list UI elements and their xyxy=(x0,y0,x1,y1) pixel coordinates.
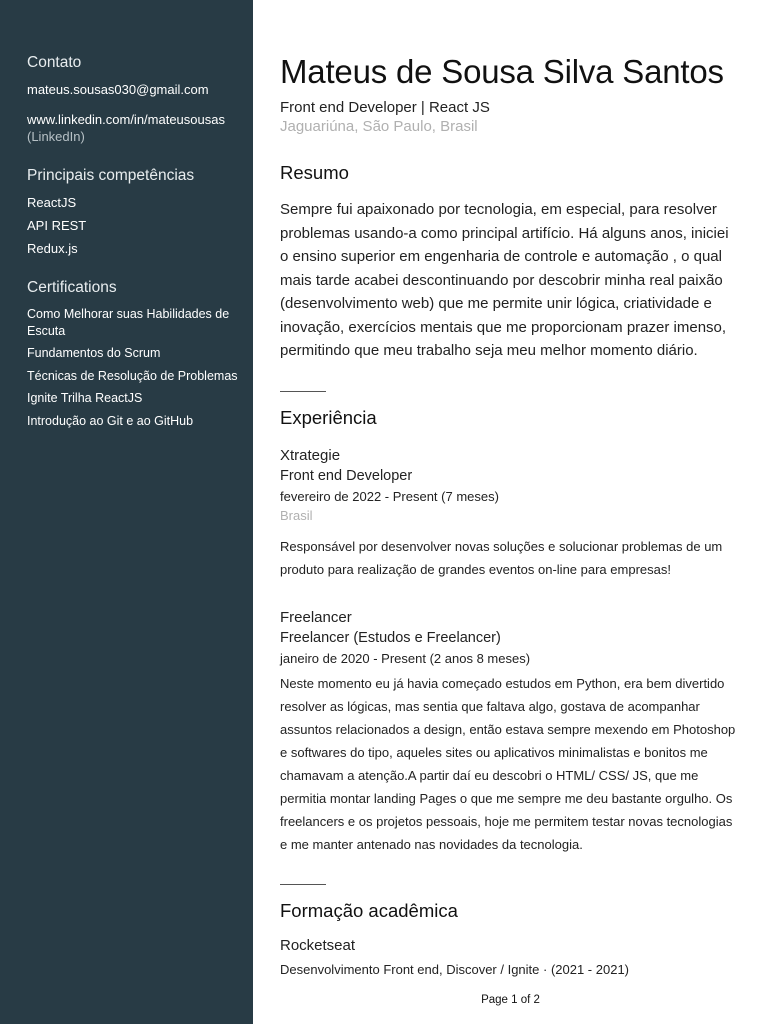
education-title: Formação acadêmica xyxy=(280,899,458,921)
degree-info: Desenvolvimento Front end, Discover / Ignite · (2021 - 2021) xyxy=(280,961,630,977)
certification-item: Ignite Trilha ReactJS xyxy=(27,391,143,405)
certifications-section xyxy=(27,279,241,429)
linkedin-url[interactable]: www.linkedin.com/in/mateusousas xyxy=(27,112,225,127)
school-name: Rocketseat xyxy=(280,936,356,954)
job-role: Freelancer (Estudos e Freelancer) xyxy=(280,629,501,646)
job-description: Neste momento eu já havia começado estudos em Python, era bem divertido resolver as lógicas, mas sentia que faltava algo, gostava de acompanhar assuntos relacionados a design, então estava sempre mexendo em Photoshop e softwares do tipo, aqueles sites ou aplicativos minimalistas e bonitos me chamavam a atenção.A partir daí eu descobri o HTML/ CSS/ JS, que me permitia montar landing Pages o que me sempre me deu bastante orgulho. Os freelancers e os projetos pessoais, hoje me permitem testar novas tecnologias e me manter antenado nas novidades da tecnologia. xyxy=(280,675,736,852)
main-content xyxy=(280,52,740,978)
section-divider xyxy=(280,884,326,885)
job-entry xyxy=(280,446,740,581)
summary-text: Sempre fui apaixonado por tecnologia, em especial, para resolver problemas usando-a como principal artifício. Há alguns anos, iniciei o ensino superior em engenharia de controle e automação , o qual mais tarde acabei descontinuando por descobrir minha real paixão (desenvolvimento web) que me permite unir lógica, criatividade e inovação, exercícios mentais que me proporcionam prazer imenso, permitindo que meu trabalho seja meu melhor momento diário. xyxy=(280,201,729,359)
sidebar xyxy=(0,0,253,1024)
job-role: Front end Developer xyxy=(280,467,413,484)
job-location: Brasil xyxy=(280,507,313,523)
job-period: janeiro de 2020 - Present (2 anos 8 meses) xyxy=(280,650,531,666)
page-number: Page 1 of 2 xyxy=(481,994,540,1006)
linkedin-link[interactable] xyxy=(27,111,241,145)
skill-item: ReactJS xyxy=(27,195,77,210)
contact-heading: Contato xyxy=(27,54,82,71)
company-name: Xtrategie xyxy=(280,446,341,464)
job-period: fevereiro de 2022 - Present (7 meses) xyxy=(280,488,499,504)
certification-item: Técnicas de Resolução de Problemas xyxy=(27,368,238,383)
skills-section xyxy=(27,167,241,257)
person-name: Mateus de Sousa Silva Santos xyxy=(280,53,724,90)
contact-section xyxy=(27,54,241,145)
certification-item: Fundamentos do Scrum xyxy=(27,346,161,360)
section-divider xyxy=(280,391,326,392)
certification-item: Como Melhorar suas Habilidades de Escuta xyxy=(27,307,230,338)
skills-heading: Principais competências xyxy=(27,167,195,184)
company-name: Freelancer xyxy=(280,608,352,626)
certifications-heading: Certifications xyxy=(27,279,117,296)
experience-title: Experiência xyxy=(280,406,377,428)
certification-item: Introdução ao Git e ao GitHub xyxy=(27,413,194,428)
summary-title: Resumo xyxy=(280,162,349,183)
headline: Front end Developer | React JS xyxy=(280,99,490,116)
linkedin-label: (LinkedIn) xyxy=(27,129,85,144)
skill-item: API REST xyxy=(27,218,87,233)
location: Jaguariúna, São Paulo, Brasil xyxy=(280,118,478,135)
email-link[interactable]: mateus.sousas030@gmail.com xyxy=(27,82,209,97)
job-description: Responsável por desenvolver novas soluções e solucionar problemas de um produto para realização de grandes eventos on-line para empresas! xyxy=(280,538,723,577)
job-entry xyxy=(280,608,740,856)
skill-item: Redux.js xyxy=(27,241,78,256)
